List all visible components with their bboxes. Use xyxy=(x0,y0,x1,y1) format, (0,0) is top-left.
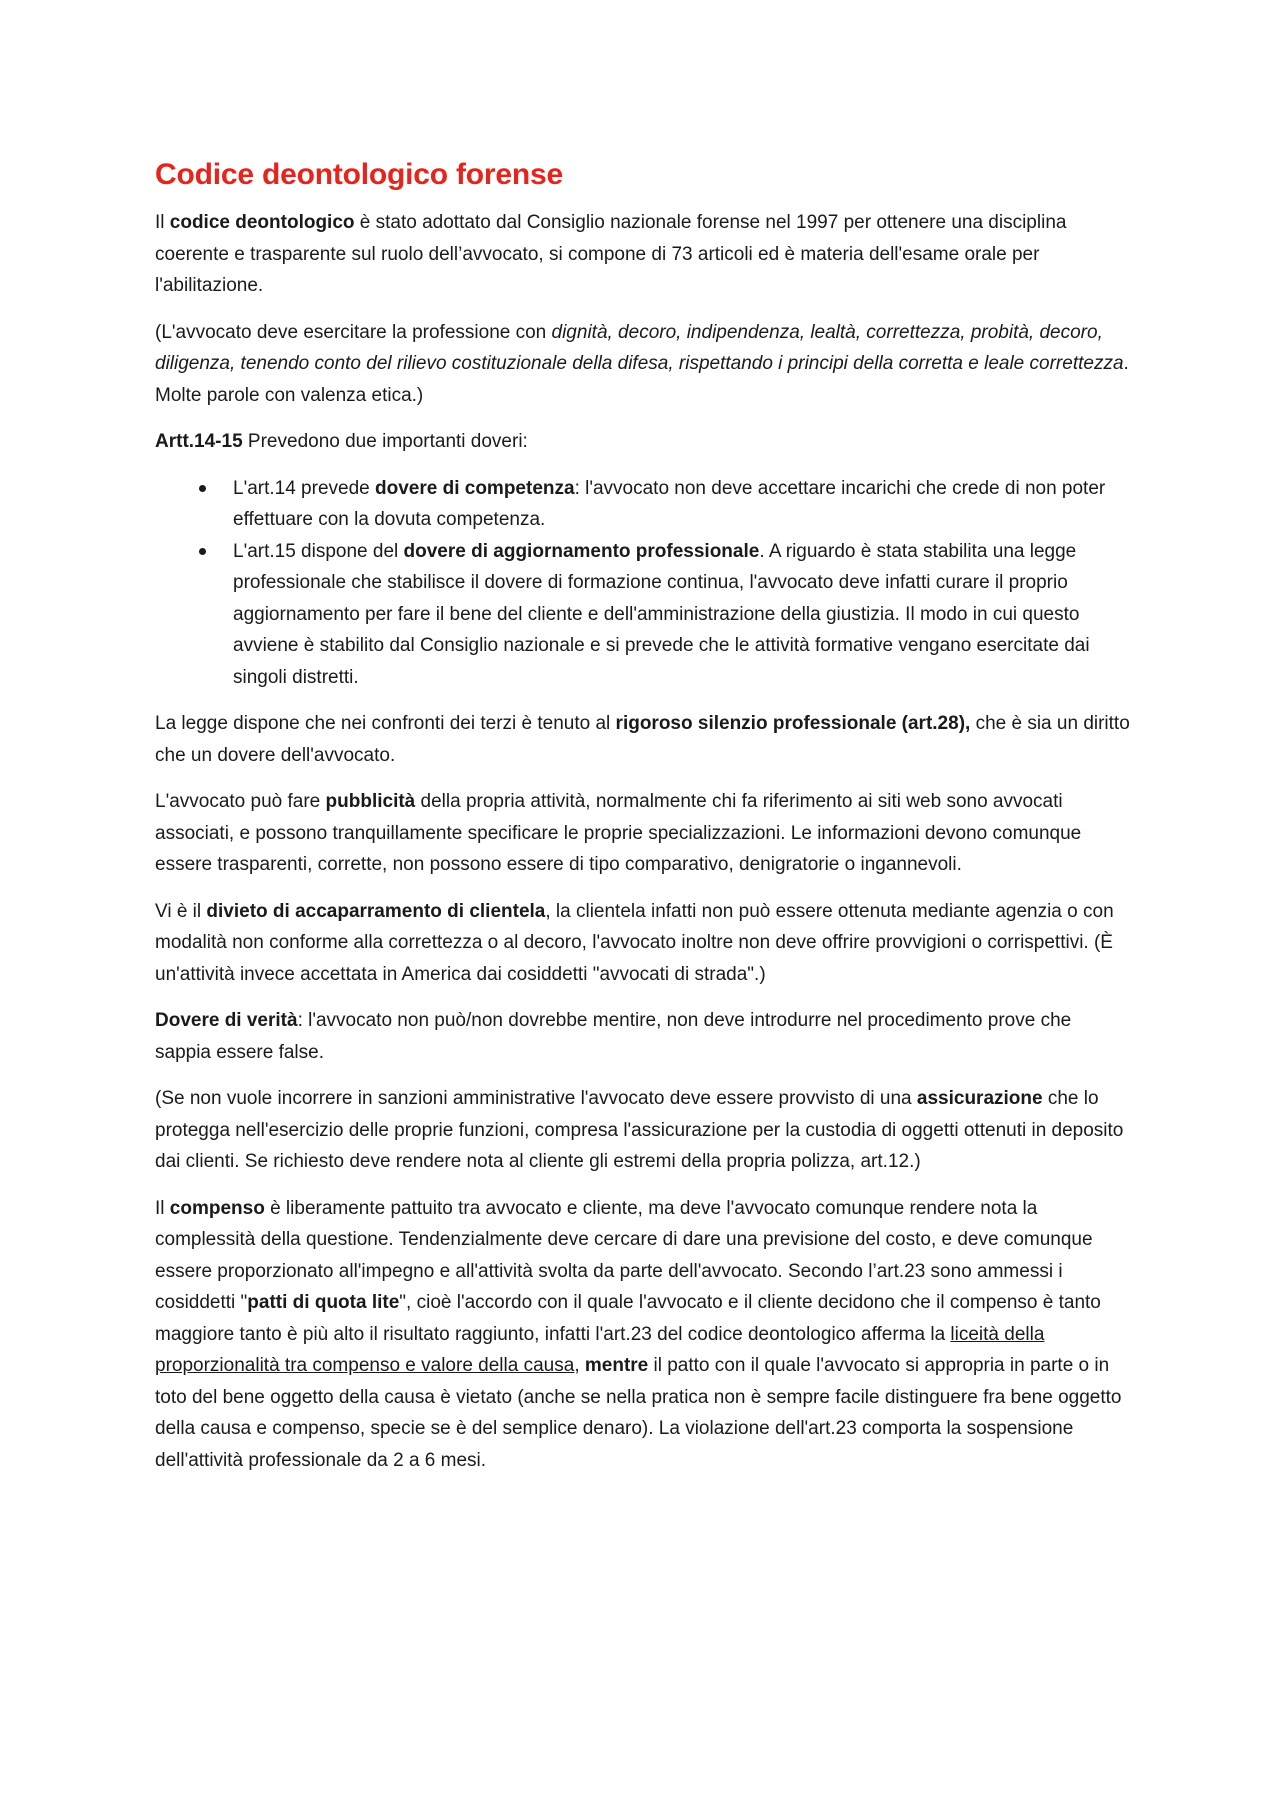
bold-text: mentre xyxy=(584,1355,649,1376)
bold-text: patti di quota lite xyxy=(247,1292,400,1313)
bold-text: Artt.14-15 xyxy=(155,431,243,452)
text-run: La legge dispone che nei confronti dei terzi è tenuto al xyxy=(155,713,616,734)
bold-text: dovere di aggiornamento professionale xyxy=(403,540,760,562)
text-run: della propria attività, normalmente chi fa riferimento ai siti web sono avvocati associati, e possono tranquillamente specificare le proprie specializzazioni. Le informazioni devono comunque essere trasparenti, corrette, non possono essere di tipo comparativo, denigratorie o ingannevoli. xyxy=(155,791,1082,875)
text-run: L'art.14 prevede xyxy=(233,477,375,499)
text-run: che è sia un diritto che un dovere dell'avvocato. xyxy=(155,713,1130,766)
duties-list xyxy=(155,473,1130,694)
paragraph-silenzio-professionale xyxy=(155,708,1130,771)
bold-text: divieto di accaparramento di clientela xyxy=(206,900,546,922)
text-run: che lo protegga nell'esercizio delle proprie funzioni, compresa l'assicurazione per la custodia di oggetti ottenuti in deposito dai clienti. Se richiesto deve rendere nota al cliente gli estremi della propria polizza, art.12.) xyxy=(155,1088,1124,1172)
list-item xyxy=(155,536,1130,694)
text-run: : l'avvocato non deve accettare incarichi che crede di non poter effettuare con la dovuta competenza. xyxy=(233,477,1106,530)
text-run: è stato adottato dal Consiglio nazionale forense nel 1997 per ottenere una disciplina coerente e trasparente sul ruolo dell’avvocato, si compone di 73 articoli ed è materia dell'esame orale per l'abilitazione. xyxy=(155,212,1067,296)
text-run: il patto con il quale l'avvocato si appropria in parte o in toto del bene oggetto della causa è vietato (anche se nella pratica non è sempre facile distinguere fra bene oggetto della causa e compenso, specie se è del semplice denaro). La violazione dell'art.23 comporta la sospensione dell'attività professionale da 2 a 6 mesi. xyxy=(155,1355,1122,1471)
paragraph-assicurazione xyxy=(155,1083,1130,1178)
bold-text: rigoroso silenzio professionale (art.28), xyxy=(615,713,971,734)
text-run: Vi è il xyxy=(155,900,207,922)
text-run: (Se non vuole incorrere in sanzioni amministrative l'avvocato deve essere provvisto di una xyxy=(155,1088,917,1109)
bold-text: Dovere di verità xyxy=(155,1010,298,1031)
document-title: Codice deontologico forense xyxy=(155,158,563,191)
bold-text: compenso xyxy=(169,1197,265,1219)
bold-text: dovere di competenza xyxy=(375,477,575,499)
list-item xyxy=(155,473,1130,536)
bullet-icon xyxy=(199,485,206,492)
text-run: ", cioè l'accordo con il quale l'avvocato e il cliente decidono che il compenso è tanto maggiore tanto è più alto il risultato raggiunto, infatti l'art.23 del codice deontologico afferma la xyxy=(155,1292,1101,1345)
text-run: L'art.15 dispone del xyxy=(233,540,404,562)
text-run: , xyxy=(574,1355,585,1376)
text-run: Prevedono due importanti doveri: xyxy=(242,431,528,452)
paragraph-compenso xyxy=(155,1193,1130,1477)
text-run: Il xyxy=(155,212,170,233)
text-run: . A riguardo è stata stabilita una legge professionale che stabilisce il dovere di formazione continua, l'avvocato deve infatti curare il proprio aggiornamento per fare il bene del cliente e dell'amministrazione della giustizia. Il modo in cui questo avviene è stabilito dal Consiglio nazionale e si prevede che le attività formative vengano esercitate dai singoli distretti. xyxy=(233,540,1090,688)
bold-text: assicurazione xyxy=(916,1088,1043,1109)
paragraph-accaparramento-clientela xyxy=(155,896,1130,991)
underlined-text: liceità della proporzionalità tra compenso e valore della causa xyxy=(155,1323,1045,1376)
paragraph-codice-deontologico xyxy=(155,207,1130,302)
text-run: è liberamente pattuito tra avvocato e cliente, ma deve l'avvocato comunque rendere nota la complessità della questione. Tendenzialmente deve cercare di dare una previsione del costo, e deve comunque essere proporzionato all'impegno e all'attività svolta da parte dell'avvocato. Secondo l’art.23 sono ammessi i cosiddetti " xyxy=(155,1197,1093,1313)
bold-text: codice deontologico xyxy=(169,212,355,233)
text-run: L'avvocato può fare xyxy=(155,791,326,812)
paragraph-dovere-verita xyxy=(155,1005,1130,1068)
paragraph-artt-14-15 xyxy=(155,426,1130,458)
document-page xyxy=(155,155,1130,1491)
text-run: Il xyxy=(155,1197,170,1219)
text-run: , la clientela infatti non può essere ottenuta mediante agenzia o con modalità non conforme alla correttezza o al decoro, l'avvocato inoltre non deve offrire provvigioni o corrispettivi. (È un'attività invece accettata in America dai cosiddetti "avvocati di strada".) xyxy=(155,900,1114,985)
paragraph-principi-etici xyxy=(155,317,1130,412)
paragraph-pubblicita xyxy=(155,786,1130,881)
text-run: . Molte parole con valenza etica.) xyxy=(155,353,1129,406)
text-run: : l'avvocato non può/non dovrebbe mentire, non deve introdurre nel procedimento prove che sappia essere false. xyxy=(155,1010,1072,1063)
text-run: (L'avvocato deve esercitare la professione con xyxy=(155,321,552,343)
bold-text: pubblicità xyxy=(325,791,416,812)
bullet-icon xyxy=(199,548,206,555)
italic-text: dignità, decoro, indipendenza, lealtà, correttezza, probità, decoro, diligenza, tenendo conto del rilievo costituzionale della difesa, rispettando i principi della corretta e leale correttezza xyxy=(155,321,1124,374)
